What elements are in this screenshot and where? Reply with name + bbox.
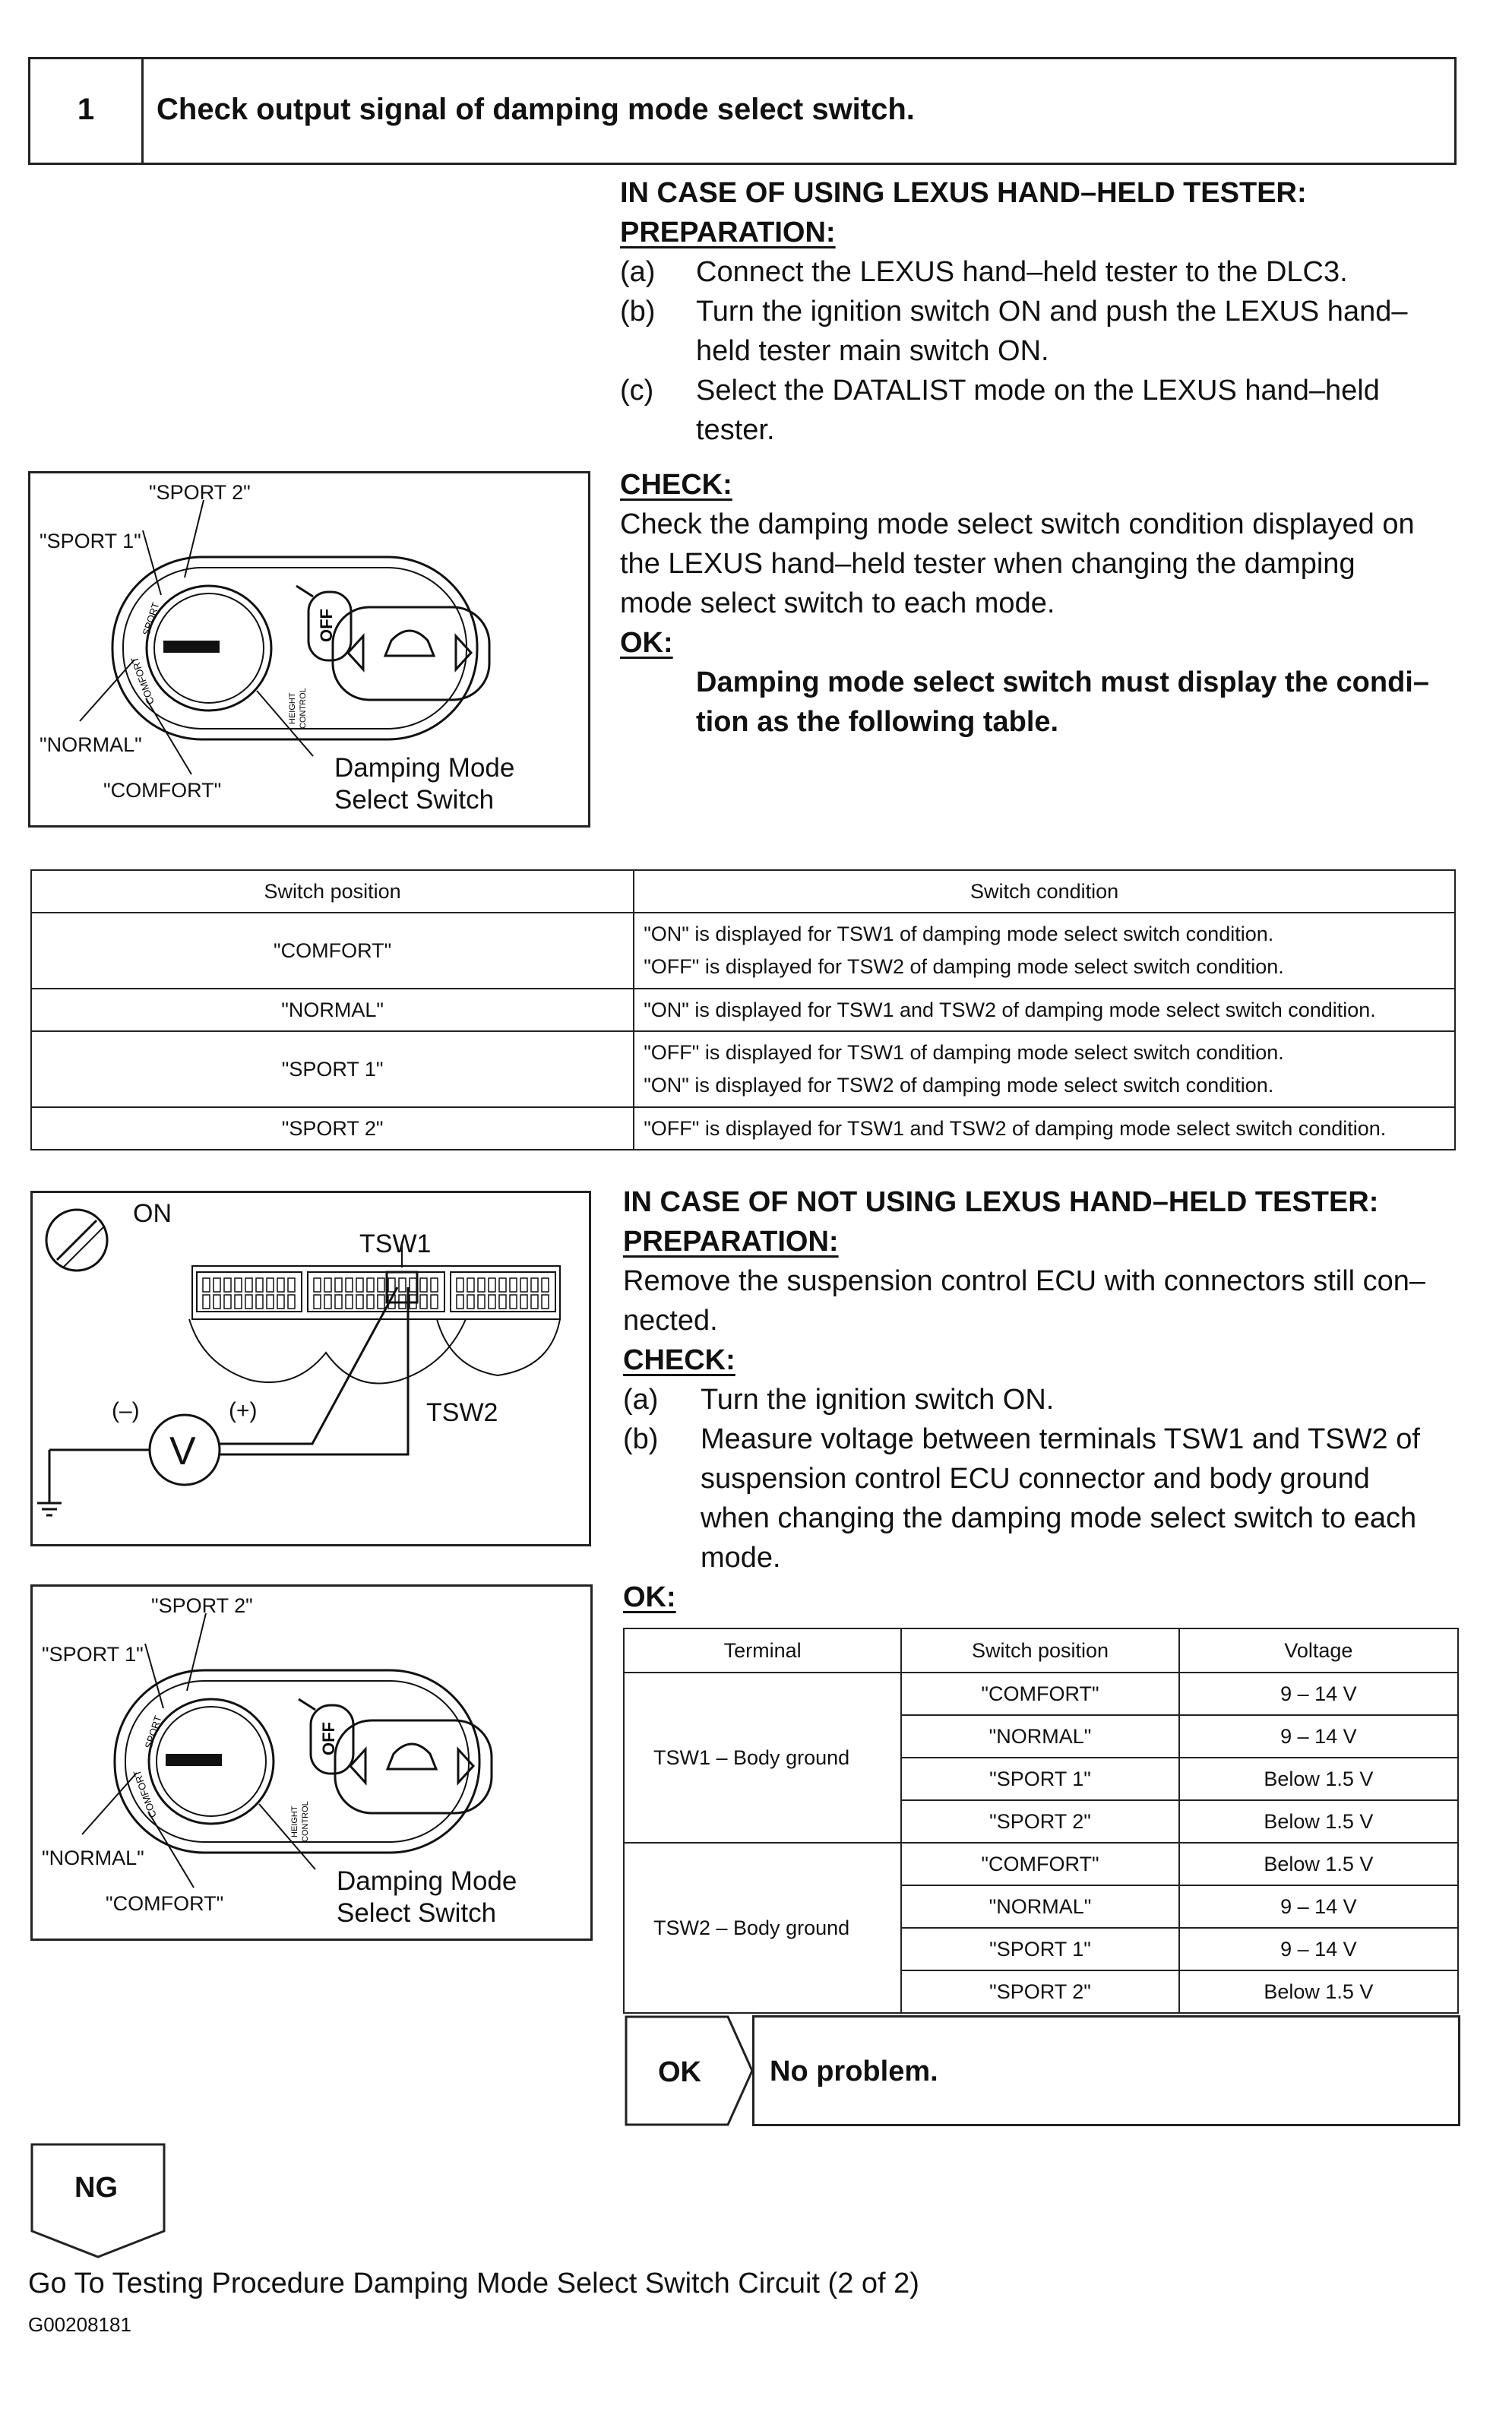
connector-pin <box>467 1278 474 1292</box>
dial-sport-label: SPORT <box>140 600 162 637</box>
label-sport2: "SPORT 2" <box>151 1594 253 1617</box>
prep-line: Connect the LEXUS hand–held tester to the DLC3. <box>696 256 1348 288</box>
switch-position-cell: "COMFORT" <box>901 1843 1178 1885</box>
label-normal: "NORMAL" <box>40 733 142 756</box>
connector-pin <box>335 1278 342 1292</box>
dial-sport-label: SPORT <box>142 1714 164 1750</box>
control-label: CONTROL <box>299 688 308 729</box>
switch-position-cell: "COMFORT" <box>31 913 634 989</box>
figure-code: G00208181 <box>28 2313 131 2336</box>
connector-pin <box>378 1295 384 1309</box>
prep-line: Remove the suspension control ECU with connectors still con– <box>623 1265 1426 1297</box>
connector-pin <box>314 1295 321 1309</box>
voltage-cell: Below 1.5 V <box>1179 1800 1458 1843</box>
control-label: CONTROL <box>301 1801 310 1842</box>
table-header-cell: Switch position <box>901 1628 1178 1673</box>
connector-pin <box>531 1278 538 1292</box>
connector-pin <box>256 1295 263 1309</box>
label-comfort: "COMFORT" <box>106 1892 224 1915</box>
ok-line: tion as the following table. <box>696 706 1059 738</box>
table-header-row <box>31 870 1455 913</box>
check-line: mode select switch to each mode. <box>620 587 1055 619</box>
height-label: HEIGHT <box>290 1806 299 1837</box>
connector-pin <box>367 1278 374 1292</box>
switch-condition-cell <box>634 913 1455 989</box>
connector-pin <box>356 1278 363 1292</box>
dial-comfort-label: COMFORT <box>128 655 157 707</box>
connector-pin <box>277 1278 284 1292</box>
table-header-cell: Switch condition <box>634 870 1455 913</box>
terminal-cell: TSW2 – Body ground <box>624 1843 901 2013</box>
voltage-cell: 9 – 14 V <box>1179 1885 1458 1928</box>
connector-pin <box>420 1295 427 1309</box>
voltage-cell: 9 – 14 V <box>1179 1715 1458 1758</box>
prep-marker: (c) <box>620 375 654 407</box>
condition-line: "OFF" is displayed for TSW2 of damping mode select switch condition. <box>644 955 1284 978</box>
connector-pin <box>367 1295 374 1309</box>
label-comfort: "COMFORT" <box>103 779 222 802</box>
connector-pin <box>399 1278 406 1292</box>
ok-result-text: No problem. <box>770 2056 938 2087</box>
check-marker: (b) <box>623 1423 659 1455</box>
connector-pin <box>510 1278 517 1292</box>
connector-pin <box>478 1278 485 1292</box>
switch-condition-cell <box>634 1107 1455 1150</box>
voltage-table <box>623 1628 1459 2014</box>
tsw1-label: TSW1 <box>359 1230 432 1258</box>
switch-position-cell: "SPORT 2" <box>901 1970 1178 2013</box>
connector-pin <box>520 1278 527 1292</box>
connector-pin <box>542 1278 549 1292</box>
label-sport2: "SPORT 2" <box>149 481 251 504</box>
connector-pin <box>542 1295 549 1309</box>
wiring-figure <box>30 1191 591 1546</box>
tsw2-label: TSW2 <box>426 1398 498 1427</box>
connector-pin <box>346 1278 353 1292</box>
switch-position-cell: "NORMAL" <box>901 1885 1178 1928</box>
switch-position-cell: "NORMAL" <box>901 1715 1178 1758</box>
table-header-cell: Voltage <box>1179 1628 1458 1673</box>
caption-line2: Select Switch <box>337 1898 497 1928</box>
connector-pin <box>324 1295 331 1309</box>
step-title: Check output signal of damping mode select switch. <box>157 93 915 126</box>
table-header-cell: Terminal <box>624 1628 901 1673</box>
check-line: the LEXUS hand–held tester when changing the damping <box>620 548 1355 580</box>
prep-marker: (a) <box>620 256 656 288</box>
tester-preparation-label: PREPARATION: <box>620 217 836 248</box>
connector-pin <box>335 1295 342 1309</box>
table-header-cell: Switch position <box>31 870 634 913</box>
connector-pin <box>346 1295 353 1309</box>
tester-heading: IN CASE OF USING LEXUS HAND–HELD TESTER: <box>620 177 1307 209</box>
table-row <box>31 1107 1455 1150</box>
off-label: OFF <box>317 609 336 642</box>
no-tester-check-label: CHECK: <box>623 1344 735 1376</box>
table-row <box>624 1843 1458 1885</box>
connector-pin <box>420 1278 427 1292</box>
connector-pin <box>214 1278 220 1292</box>
plus-label: (+) <box>229 1398 258 1423</box>
label-sport1: "SPORT 1" <box>40 530 141 552</box>
voltage-cell: Below 1.5 V <box>1179 1843 1458 1885</box>
switch-position-cell: "SPORT 2" <box>901 1800 1178 1843</box>
dial-comfort-label: COMFORT <box>131 1768 159 1820</box>
prep-marker: (b) <box>620 296 656 328</box>
switch-figure-bottom <box>30 1584 593 1941</box>
step-header <box>28 57 1457 165</box>
ng-label: NG <box>74 2172 118 2204</box>
condition-line: "ON" is displayed for TSW2 of damping mode select switch condition. <box>644 1074 1274 1097</box>
connector-pin <box>203 1278 210 1292</box>
on-label: ON <box>133 1199 172 1228</box>
connector-pin <box>489 1295 495 1309</box>
connector-pin <box>267 1278 274 1292</box>
condition-table <box>30 869 1456 1150</box>
connector-pin <box>245 1295 252 1309</box>
connector-pin <box>314 1278 321 1292</box>
connector-pin <box>356 1295 363 1309</box>
off-label: OFF <box>319 1722 338 1755</box>
connector-pin <box>478 1295 485 1309</box>
connector-pin <box>431 1278 438 1292</box>
connector-pin <box>203 1295 210 1309</box>
no-tester-ok-label: OK: <box>623 1581 676 1613</box>
check-line: mode. <box>701 1542 781 1574</box>
switch-position-cell: "SPORT 1" <box>901 1758 1178 1800</box>
check-line: when changing the damping mode select switch to each <box>701 1502 1417 1534</box>
switch-position-cell: "NORMAL" <box>31 989 634 1031</box>
no-tester-preparation-label: PREPARATION: <box>623 1226 839 1258</box>
connector-pin <box>520 1295 527 1309</box>
check-line: suspension control ECU connector and body ground <box>701 1463 1370 1495</box>
condition-line: "ON" is displayed for TSW1 and TSW2 of damping mode select switch condition. <box>644 998 1376 1021</box>
connector-pin <box>256 1278 263 1292</box>
connector-pin <box>245 1278 252 1292</box>
connector-pin <box>378 1278 384 1292</box>
connector-pin <box>224 1295 231 1309</box>
ok-result-box <box>752 2015 1460 2126</box>
table-row <box>31 989 1455 1031</box>
connector-pin <box>531 1295 538 1309</box>
check-line: Turn the ignition switch ON. <box>701 1384 1055 1416</box>
minus-label: (–) <box>112 1398 140 1423</box>
connector-pin <box>499 1295 506 1309</box>
terminal-cell: TSW1 – Body ground <box>624 1673 901 1843</box>
switch-condition-cell <box>634 989 1455 1031</box>
connector-pin <box>457 1295 463 1309</box>
ok-line: Damping mode select switch must display the condi– <box>696 666 1429 698</box>
condition-line: "OFF" is displayed for TSW1 and TSW2 of damping mode select switch condition. <box>644 1116 1387 1140</box>
connector-pin <box>388 1278 395 1292</box>
ok-label: OK <box>658 2056 701 2088</box>
table-header-row <box>624 1628 1458 1673</box>
voltage-cell: 9 – 14 V <box>1179 1928 1458 1970</box>
connector-pin <box>267 1295 274 1309</box>
prep-line: tester. <box>696 414 775 446</box>
caption-line1: Damping Mode <box>334 753 515 783</box>
voltage-cell: 9 – 14 V <box>1179 1673 1458 1715</box>
check-line: Check the damping mode select switch condition displayed on <box>620 508 1415 540</box>
tester-ok-label: OK: <box>620 627 673 659</box>
prep-line: Select the DATALIST mode on the LEXUS hand–held <box>696 375 1380 407</box>
prep-line: Turn the ignition switch ON and push the LEXUS hand– <box>696 296 1408 328</box>
connector-pin <box>214 1295 220 1309</box>
connector-pin <box>224 1278 231 1292</box>
condition-line: "ON" is displayed for TSW1 of damping mode select switch condition. <box>644 923 1274 945</box>
connector-pin <box>277 1295 284 1309</box>
connector-pin <box>499 1278 506 1292</box>
caption-line2: Select Switch <box>334 785 495 815</box>
wiring-illustration <box>33 1193 593 1549</box>
connector-pin <box>235 1295 242 1309</box>
switch-position-cell: "SPORT 1" <box>901 1928 1178 1970</box>
connector-pin <box>457 1278 463 1292</box>
table-row <box>31 913 1455 989</box>
voltage-cell: Below 1.5 V <box>1179 1758 1458 1800</box>
connector-pins <box>203 1278 549 1309</box>
connector-pin <box>431 1295 438 1309</box>
connector-pin <box>489 1278 495 1292</box>
prep-line: nected. <box>623 1305 718 1337</box>
prep-line: held tester main switch ON. <box>696 335 1049 367</box>
connector-pin <box>467 1295 474 1309</box>
switch-figure-top <box>28 471 590 828</box>
step-number: 1 <box>77 93 95 126</box>
voltmeter-symbol: V <box>169 1429 196 1473</box>
no-tester-heading: IN CASE OF NOT USING LEXUS HAND–HELD TESTER: <box>623 1186 1379 1218</box>
height-label: HEIGHT <box>288 692 297 724</box>
table-row <box>31 1031 1455 1107</box>
check-line: Measure voltage between terminals TSW1 and TSW2 of <box>701 1423 1420 1455</box>
connector-pin <box>324 1278 331 1292</box>
connector-pin <box>235 1278 242 1292</box>
switch-position-cell: "SPORT 2" <box>31 1107 634 1150</box>
connector-pin <box>510 1295 517 1309</box>
connector-pin <box>288 1278 295 1292</box>
footer-link-text[interactable]: Go To Testing Procedure Damping Mode Select Switch Circuit (2 of 2) <box>28 2268 919 2299</box>
connector-pin <box>410 1278 416 1292</box>
label-normal: "NORMAL" <box>42 1847 144 1869</box>
table-row <box>624 1673 1458 1715</box>
switch-condition-cell <box>634 1031 1455 1107</box>
switch-position-cell: "SPORT 1" <box>31 1031 634 1107</box>
voltage-cell: Below 1.5 V <box>1179 1970 1458 2013</box>
switch-position-cell: "COMFORT" <box>901 1673 1178 1715</box>
label-sport1: "SPORT 1" <box>42 1643 144 1666</box>
connector-pin <box>288 1295 295 1309</box>
caption-line1: Damping Mode <box>337 1866 517 1896</box>
condition-line: "OFF" is displayed for TSW1 of damping mode select switch condition. <box>644 1041 1284 1064</box>
tester-check-label: CHECK: <box>620 469 732 501</box>
check-marker: (a) <box>623 1384 659 1416</box>
